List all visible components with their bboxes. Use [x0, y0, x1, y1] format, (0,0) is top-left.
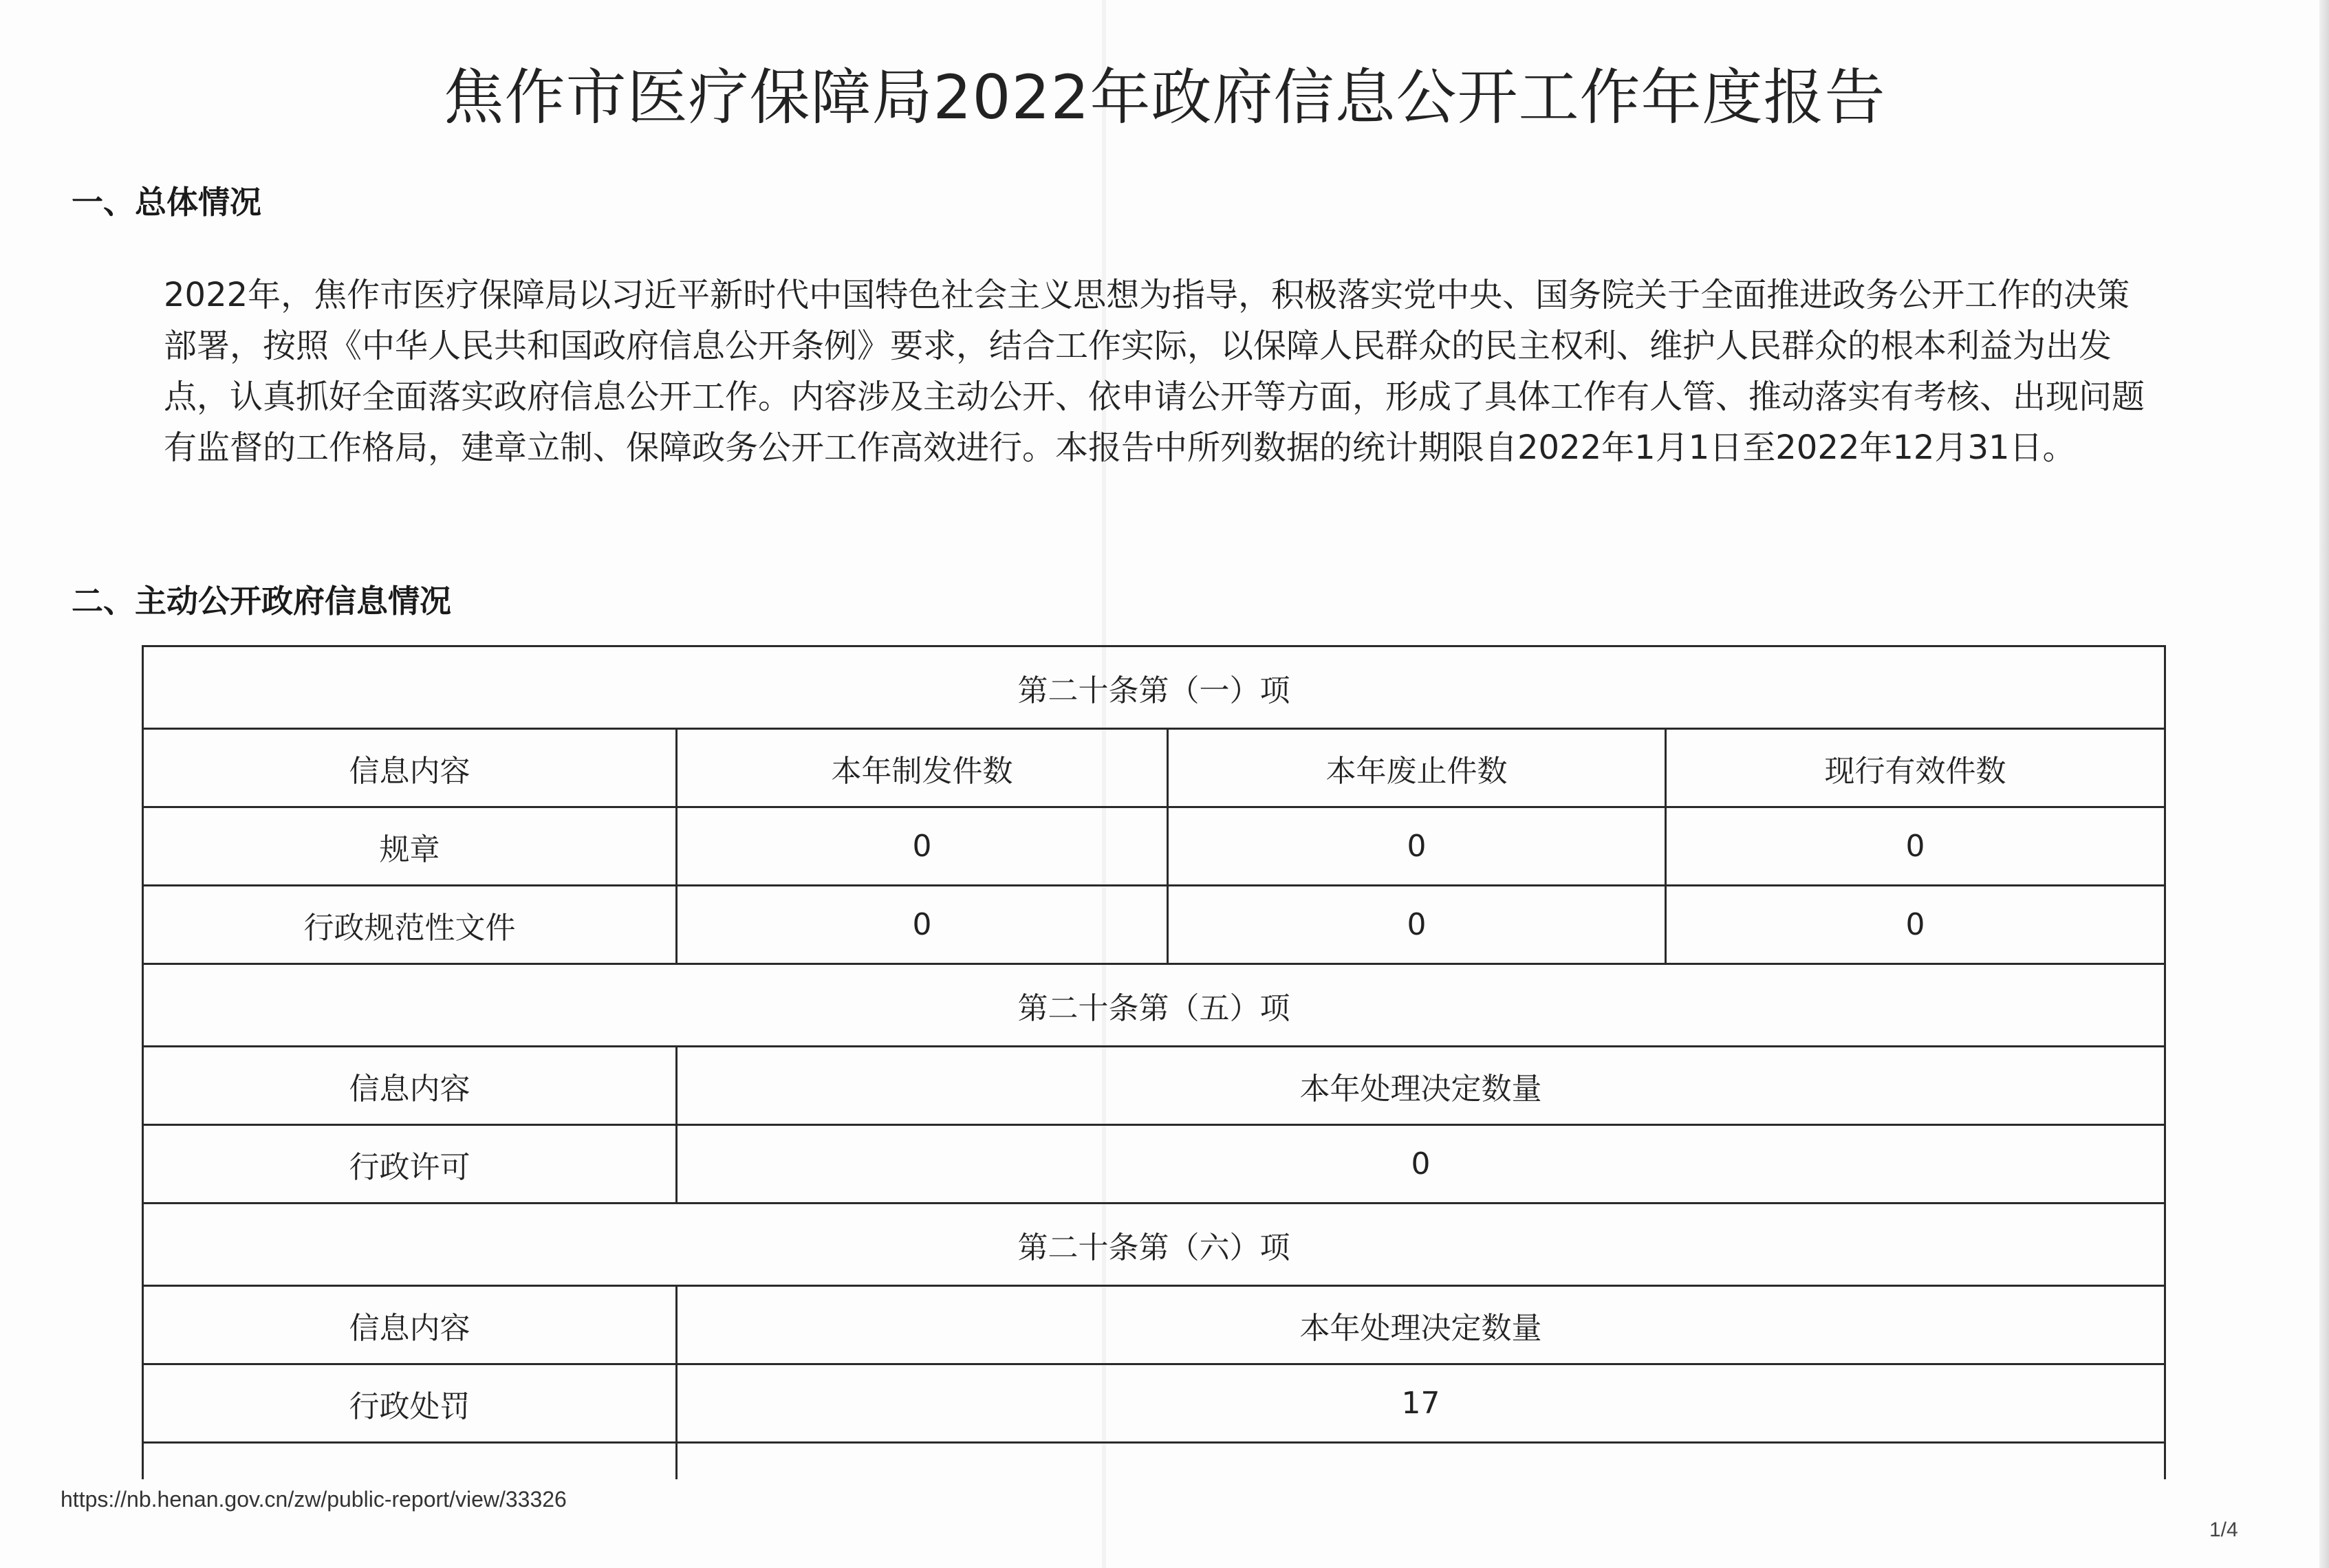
table-continuation-row: [143, 1443, 2165, 1480]
header-valid-count: 现行有效件数: [1666, 729, 2165, 807]
section-title-article20-5: 第二十条第（五）项: [143, 964, 2165, 1047]
header-info-content: 信息内容: [143, 1047, 677, 1125]
footer-url: https://nb.henan.gov.cn/zw/public-report/view/33326: [61, 1487, 567, 1512]
cell-abolished: 0: [1168, 886, 1666, 964]
continuation-cell: [677, 1443, 2165, 1480]
page-number: 1/4: [2209, 1518, 2238, 1541]
cell-issued: 0: [677, 886, 1168, 964]
row-label: 规章: [143, 807, 677, 886]
header-abolished-count: 本年废止件数: [1168, 729, 1666, 807]
cell-valid: 0: [1666, 807, 2165, 886]
table-section-row: [143, 964, 2165, 1047]
header-decision-count: 本年处理决定数量: [677, 1286, 2165, 1364]
continuation-cell: [143, 1443, 677, 1480]
intro-paragraph: [164, 270, 2152, 473]
section-title-article20-6: 第二十条第（六）项: [143, 1204, 2165, 1286]
cell-decision-count: 0: [677, 1125, 2165, 1204]
intro-text: 2022年，焦作市医疗保障局以习近平新时代中国特色社会主义思想为指导，积极落实党中央、国务院关于全面推进政务公开工作的决策部署，按照《中华人民共和国政府信息公开条例》要求，结合工作实际，以保障人民群众的民主权利、维护人民群众的根本利益为出发点，认真抓好全面落实政府信息公开工作。内容涉及主动公开、依申请公开等方面，形成了具体工作有人管、推动落实有考核、出现问题有监督的工作格局，建章立制、保障政务公开工作高效进行。本报告中所列数据的统计期限自2022年1月1日至2022年12月31日。: [164, 276, 2145, 467]
header-info-content: 信息内容: [143, 1286, 677, 1364]
section-title-article20-1: 第二十条第（一）项: [143, 646, 2165, 729]
section-heading-active-disclosure: 二、主动公开政府信息情况: [72, 582, 451, 620]
disclosure-table: [142, 645, 2166, 1479]
table-header-row: [143, 729, 2165, 807]
section-heading-overview: 一、总体情况: [72, 184, 261, 221]
header-issued-count: 本年制发件数: [677, 729, 1168, 807]
cell-valid: 0: [1666, 886, 2165, 964]
cell-issued: 0: [677, 807, 1168, 886]
table-row: [143, 807, 2165, 886]
row-label: 行政规范性文件: [143, 886, 677, 964]
row-label: 行政许可: [143, 1125, 677, 1204]
page-title: 焦作市医疗保障局2022年政府信息公开工作年度报告: [443, 62, 1886, 133]
table-section-row: [143, 1204, 2165, 1286]
scan-edge-shadow: [2319, 0, 2329, 1568]
row-label: 行政处罚: [143, 1364, 677, 1443]
header-decision-count: 本年处理决定数量: [677, 1047, 2165, 1125]
table-section-row: [143, 646, 2165, 729]
cell-abolished: 0: [1168, 807, 1666, 886]
table-row: [143, 1125, 2165, 1204]
table-row: [143, 886, 2165, 964]
header-info-content: 信息内容: [143, 729, 677, 807]
cell-decision-count: 17: [677, 1364, 2165, 1443]
table-header-row: [143, 1047, 2165, 1125]
table-row: [143, 1364, 2165, 1443]
table-header-row: [143, 1286, 2165, 1364]
